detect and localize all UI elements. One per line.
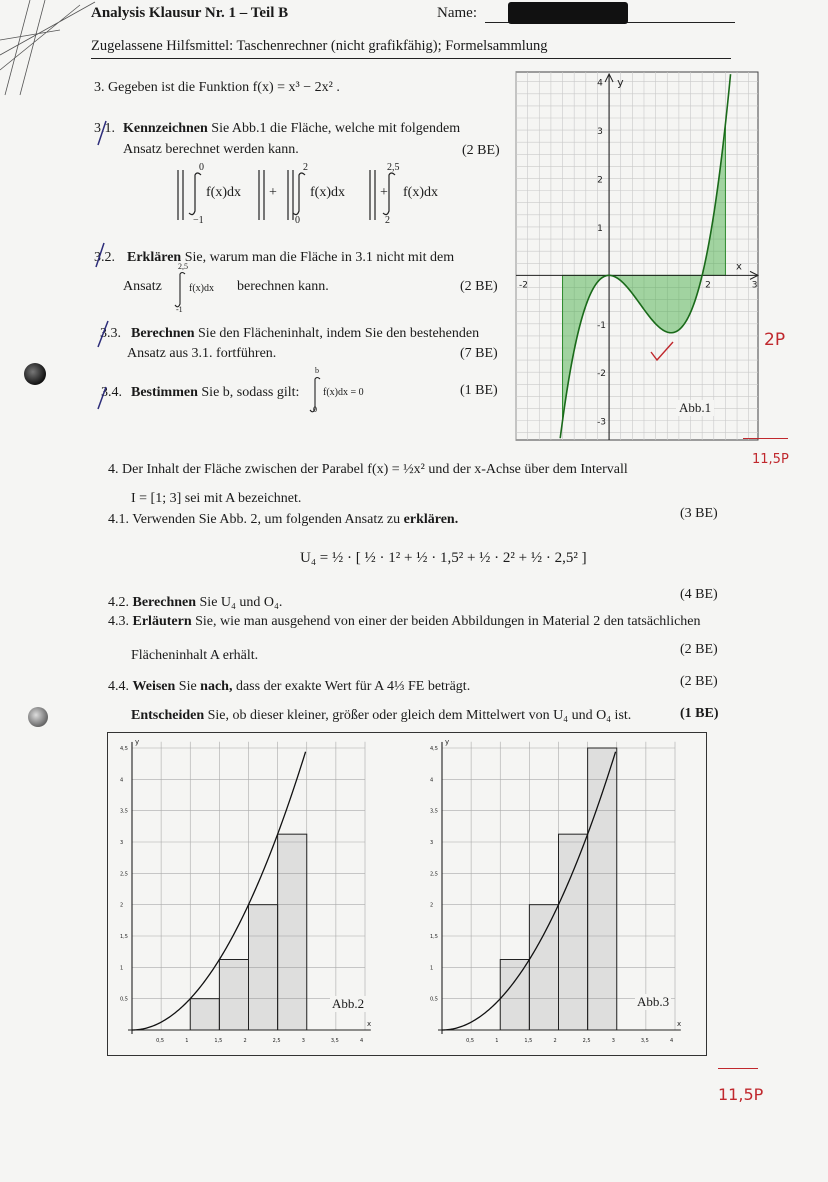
abb3-y-tick-label: 2,5: [430, 871, 438, 878]
abb2-y-tick-label: 2: [120, 902, 124, 909]
abb1-x-axis-label: x: [736, 261, 742, 273]
abb3-y-tick-label: 4,5: [430, 746, 438, 752]
abb3-x-tick-label: 0,5: [466, 1038, 475, 1044]
abb2-y-tick-label: 2,5: [120, 871, 128, 878]
task34-line: Bestimmen Sie b, sodass gilt:: [131, 385, 300, 400]
name-label: Name:: [437, 5, 477, 21]
task44-points: (2 BE): [680, 674, 718, 689]
abb2-x-tick-label: 4: [360, 1038, 364, 1044]
task33-line: Berechnen Sie den Flächeninhalt, indem Sie den bestehenden: [131, 326, 480, 341]
abb2-y-tick-label: 3: [120, 840, 124, 846]
abb2-rectangle: [219, 960, 248, 1031]
abb2-y-tick-label: 1,5: [120, 934, 128, 940]
abb1-x-tick-label: 3: [751, 280, 758, 291]
abb3-label: Abb.3: [637, 994, 670, 1009]
task32-integral: [174, 270, 188, 310]
abb2-x-tick-label: 0,5: [156, 1038, 165, 1044]
abb3-x-tick-label: 1: [495, 1038, 499, 1044]
abb2-x-tick-label: 2: [243, 1038, 247, 1044]
page-title: Analysis Klausur Nr. 1 – Teil B: [91, 5, 289, 21]
abb2-rectangle: [278, 834, 307, 1030]
abb3-y-tick-label: 0,5: [430, 996, 438, 1003]
abb3-x-axis-label: x: [677, 1020, 682, 1028]
task33-num: 3.3.: [100, 326, 121, 341]
abb1-y-tick-label: 3: [597, 127, 603, 138]
pen-marks: [88, 115, 128, 435]
int2-lower: 0: [295, 215, 300, 226]
task31-line: Kennzeichnen Sie Abb.1 die Fläche, welche mit folgendem: [123, 121, 461, 136]
abb2-x-tick-label: 1: [185, 1038, 189, 1044]
task33-line2: Ansatz aus 3.1. fortführen.: [127, 346, 277, 361]
int1-fx: f(x)dx: [206, 185, 241, 200]
task31-points: (2 BE): [462, 143, 500, 158]
abb3-rectangle: [559, 834, 588, 1030]
abb1-label: Abb.1: [676, 400, 714, 416]
abb3-y-tick-label: 3: [430, 840, 434, 846]
aids-line: Zugelassene Hilfsmittel: Taschenrechner (nicht grafikfähig); Formelsammlung: [91, 38, 548, 54]
int2-upper: 2: [303, 162, 308, 173]
punch-hole-1: [24, 363, 46, 385]
task34-num: 3.4.: [101, 385, 122, 400]
grade-total-2: 11,5P: [718, 1085, 764, 1104]
task31-formula: [175, 162, 475, 227]
abb3-x-tick-label: 4: [670, 1038, 674, 1044]
int3-fx: f(x)dx: [403, 185, 438, 200]
task41-line: 4.1. Verwenden Sie Abb. 2, um folgenden Ansatz zu erklären.: [108, 512, 459, 527]
task32-line: Erklären Sie, warum man die Fläche in 3.1 nicht mit dem: [127, 250, 455, 265]
abb3-x-tick-label: 2: [553, 1038, 557, 1044]
task45-line: Entscheiden Sie, ob dieser kleiner, größer oder gleich dem Mittelwert von U₄ und O₄ ist.: [131, 708, 632, 723]
abb3-x-tick-label: 3,5: [640, 1038, 649, 1044]
task42-points: (4 BE): [680, 587, 718, 602]
task32-int-lower: -1: [176, 305, 183, 314]
task32-ansatz: Ansatz: [123, 279, 162, 294]
abb2-rectangle: [190, 999, 219, 1030]
task32-int-upper: 2,5: [178, 262, 188, 271]
abb2-y-tick-label: 1: [120, 965, 124, 972]
task32-num: 3.2.: [94, 250, 115, 265]
int3-lower: 2: [385, 215, 390, 226]
task45-points: (1 BE): [680, 706, 719, 721]
redacted-name: [508, 2, 628, 24]
abb3-y-tick-label: 1: [430, 965, 434, 972]
abb3-y-tick-label: 4: [430, 777, 434, 784]
abb3-chart: [430, 740, 700, 1050]
abb3-y-tick-label: 2: [430, 902, 434, 909]
abb2-x-tick-label: 3: [301, 1038, 305, 1044]
task32-tail: berechnen kann.: [237, 279, 329, 294]
int1-upper: 0: [199, 162, 204, 173]
task34-eq: f(x)dx = 0: [323, 387, 364, 398]
abb3-x-tick-label: 1,5: [524, 1038, 533, 1044]
abb2-y-axis-label: y: [135, 738, 140, 746]
abb1-y-tick-label: 4: [597, 78, 603, 89]
abb2-rectangle: [249, 905, 278, 1030]
task34-int-lower: 0: [313, 405, 317, 414]
abb2-x-tick-label: 3,5: [330, 1038, 339, 1044]
abb3-x-tick-label: 2,5: [582, 1038, 591, 1044]
abb1-y-tick-label: -2: [597, 369, 607, 380]
corner-doodle: [0, 0, 100, 100]
task42-line: 4.2. Berechnen Sie U₄ und O₄.: [108, 595, 283, 610]
punch-hole-2: [28, 707, 48, 727]
task34-int-upper: b: [315, 366, 319, 375]
abb2-label: Abb.2: [332, 996, 365, 1011]
abb1-y-tick-label: 1: [597, 223, 603, 234]
abb1-x-tick-label: -2: [519, 280, 528, 291]
u4-formula: U₄ = ½ · [ ½ · 1² + ½ · 1,5² + ½ · 2² + ½ · 2,5² ]: [300, 550, 587, 566]
grade-total-1: 11,5P: [752, 452, 789, 467]
abb1-y-tick-label: 2: [597, 175, 603, 186]
int2-fx: f(x)dx: [310, 185, 345, 200]
task4-interval: I = [1; 3] sei mit A bezeichnet.: [131, 491, 302, 506]
plus-2: +: [380, 185, 388, 200]
task33-points: (7 BE): [460, 346, 498, 361]
grade-rule-1: [743, 438, 788, 439]
task43-line2: Flächeninhalt A erhält.: [131, 648, 259, 663]
plus-1: +: [269, 185, 277, 200]
task31-num: 3.1.: [94, 121, 115, 136]
abb2-chart: [120, 740, 390, 1050]
abb2-x-axis-label: x: [367, 1020, 372, 1028]
abb1-chart: [516, 72, 758, 440]
abb2-y-tick-label: 0,5: [120, 996, 128, 1003]
task4-intro: 4. Der Inhalt der Fläche zwischen der Parabel f(x) = ½x² und der x-Achse über dem Intervall: [108, 462, 628, 477]
task44-line: 4.4. Weisen Sie nach, dass der exakte Wert für A 4⅓ FE beträgt.: [108, 679, 471, 694]
abb3-y-axis-label: y: [445, 738, 450, 746]
abb3-y-tick-label: 3,5: [430, 808, 438, 815]
abb2-x-tick-label: 1,5: [214, 1038, 223, 1044]
abb1-y-tick-label: -3: [597, 417, 607, 428]
task34-points: (1 BE): [460, 383, 498, 398]
task43-line: 4.3. Erläutern Sie, wie man ausgehend von einer der beiden Abbildungen in Material 2 den tatsächlichen: [108, 614, 701, 629]
task3-intro: 3. Gegeben ist die Funktion f(x) = x³ − 2x² .: [94, 80, 340, 95]
abb3-y-tick-label: 1,5: [430, 934, 438, 940]
abb2-y-tick-label: 3,5: [120, 808, 128, 815]
abb2-y-tick-label: 4,5: [120, 746, 128, 752]
grade-rule-2: [718, 1068, 758, 1069]
abb3-x-tick-label: 3: [611, 1038, 615, 1044]
abb1-x-tick-label: 2: [705, 280, 711, 291]
abb2-y-tick-label: 4: [120, 777, 124, 784]
int3-upper: 2,5: [387, 162, 400, 173]
abb2-x-tick-label: 2,5: [272, 1038, 281, 1044]
abb1-y-tick-label: -1: [597, 320, 607, 331]
abb3-rectangle: [529, 905, 558, 1030]
task32-fx: f(x)dx: [189, 283, 214, 294]
abb1-check-mark: [651, 342, 673, 360]
header-rule: [91, 58, 731, 59]
abb3-rectangle: [588, 748, 617, 1030]
task43-points: (2 BE): [680, 642, 718, 657]
abb1-y-axis-label: y: [617, 76, 624, 89]
int1-lower: −1: [193, 215, 204, 226]
task31-line2: Ansatz berechnet werden kann.: [123, 142, 299, 157]
task41-points: (3 BE): [680, 506, 718, 521]
task32-points: (2 BE): [460, 279, 498, 294]
grade-31: 2P: [764, 330, 786, 350]
